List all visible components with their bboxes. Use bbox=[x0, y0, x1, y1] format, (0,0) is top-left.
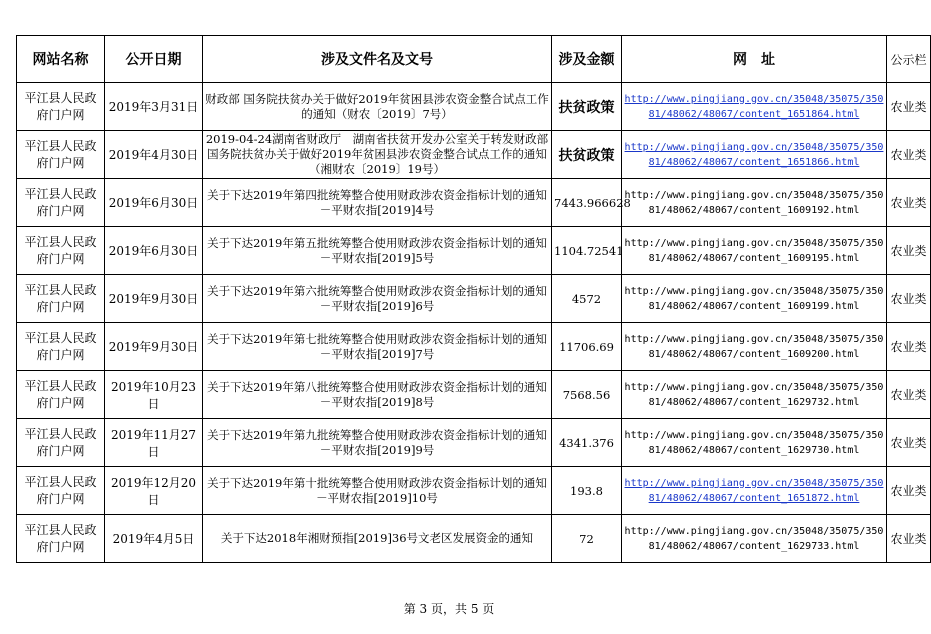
row-category: 农业类 bbox=[887, 419, 931, 467]
row-category: 农业类 bbox=[887, 371, 931, 419]
row-document: 2019-04-24湖南省财政厅 湖南省扶贫开发办公室关于转发财政部 国务院扶贫办关于做好2019年贫困县涉农资金整合试点工作的通知（湘财农〔2019〕19号） bbox=[203, 131, 552, 179]
row-site: 平江县人民政府门户网 bbox=[17, 515, 105, 563]
header-note: 公示栏 bbox=[887, 36, 931, 83]
row-site: 平江县人民政府门户网 bbox=[17, 419, 105, 467]
table-row bbox=[17, 83, 931, 131]
row-date: 2019年10月23日 bbox=[105, 371, 203, 419]
row-amount: 72 bbox=[552, 515, 622, 563]
row-url: http://www.pingjiang.gov.cn/35048/35075/35081/48062/48067/content_1609199.html bbox=[622, 275, 887, 323]
disclosure-table bbox=[16, 35, 931, 563]
row-date: 2019年4月30日 bbox=[105, 131, 203, 179]
table-row bbox=[17, 323, 931, 371]
row-document: 关于下达2019年第八批统筹整合使用财政涉农资金指标计划的通知－平财农指[2019]8号 bbox=[203, 371, 552, 419]
row-date: 2019年6月30日 bbox=[105, 179, 203, 227]
row-url bbox=[622, 467, 887, 515]
row-site: 平江县人民政府门户网 bbox=[17, 227, 105, 275]
row-amount: 7568.56 bbox=[552, 371, 622, 419]
table-row bbox=[17, 179, 931, 227]
table-row bbox=[17, 419, 931, 467]
row-site: 平江县人民政府门户网 bbox=[17, 131, 105, 179]
row-amount: 扶贫政策 bbox=[552, 131, 622, 179]
row-url bbox=[622, 83, 887, 131]
row-category: 农业类 bbox=[887, 83, 931, 131]
row-document: 关于下达2019年第九批统筹整合使用财政涉农资金指标计划的通知－平财农指[2019]9号 bbox=[203, 419, 552, 467]
row-site: 平江县人民政府门户网 bbox=[17, 275, 105, 323]
row-document: 关于下达2019年第四批统筹整合使用财政涉农资金指标计划的通知－平财农指[2019]4号 bbox=[203, 179, 552, 227]
row-date: 2019年9月30日 bbox=[105, 275, 203, 323]
row-url-link[interactable]: http://www.pingjiang.gov.cn/35048/35075/35081/48062/48067/content_1651866.html bbox=[624, 141, 884, 168]
header-doc: 涉及文件名及文号 bbox=[203, 36, 552, 83]
row-date: 2019年9月30日 bbox=[105, 323, 203, 371]
row-url-link[interactable]: http://www.pingjiang.gov.cn/35048/35075/35081/48062/48067/content_1651872.html bbox=[624, 477, 884, 504]
row-site: 平江县人民政府门户网 bbox=[17, 467, 105, 515]
row-url: http://www.pingjiang.gov.cn/35048/35075/35081/48062/48067/content_1609192.html bbox=[622, 179, 887, 227]
row-document: 财政部 国务院扶贫办关于做好2019年贫困县涉农资金整合试点工作的通知（财农〔2019〕7号） bbox=[203, 83, 552, 131]
row-document: 关于下达2019年第七批统筹整合使用财政涉农资金指标计划的通知－平财农指[2019]7号 bbox=[203, 323, 552, 371]
row-category: 农业类 bbox=[887, 515, 931, 563]
row-url bbox=[622, 131, 887, 179]
row-category: 农业类 bbox=[887, 227, 931, 275]
header-site: 网站名称 bbox=[17, 36, 105, 83]
row-document: 关于下达2019年第十批统筹整合使用财政涉农资金指标计划的通知－平财农指[2019]10号 bbox=[203, 467, 552, 515]
header-date: 公开日期 bbox=[105, 36, 203, 83]
row-category: 农业类 bbox=[887, 323, 931, 371]
row-url: http://www.pingjiang.gov.cn/35048/35075/35081/48062/48067/content_1629733.html bbox=[622, 515, 887, 563]
row-site: 平江县人民政府门户网 bbox=[17, 179, 105, 227]
row-url: http://www.pingjiang.gov.cn/35048/35075/35081/48062/48067/content_1609200.html bbox=[622, 323, 887, 371]
row-document: 关于下达2019年第六批统筹整合使用财政涉农资金指标计划的通知－平财农指[2019]6号 bbox=[203, 275, 552, 323]
row-amount: 4341.376 bbox=[552, 419, 622, 467]
table-row bbox=[17, 275, 931, 323]
row-amount: 193.8 bbox=[552, 467, 622, 515]
row-document: 关于下达2018年湘财预指[2019]36号文老区发展资金的通知 bbox=[203, 515, 552, 563]
row-amount: 扶贫政策 bbox=[552, 83, 622, 131]
row-amount: 4572 bbox=[552, 275, 622, 323]
row-document: 关于下达2019年第五批统筹整合使用财政涉农资金指标计划的通知－平财农指[2019]5号 bbox=[203, 227, 552, 275]
row-date: 2019年6月30日 bbox=[105, 227, 203, 275]
table-row bbox=[17, 515, 931, 563]
row-date: 2019年12月20日 bbox=[105, 467, 203, 515]
row-date: 2019年11月27日 bbox=[105, 419, 203, 467]
row-amount: 1104.72541 bbox=[552, 227, 622, 275]
table-row bbox=[17, 371, 931, 419]
row-url: http://www.pingjiang.gov.cn/35048/35075/35081/48062/48067/content_1609195.html bbox=[622, 227, 887, 275]
row-url: http://www.pingjiang.gov.cn/35048/35075/35081/48062/48067/content_1629730.html bbox=[622, 419, 887, 467]
row-site: 平江县人民政府门户网 bbox=[17, 83, 105, 131]
row-url: http://www.pingjiang.gov.cn/35048/35075/35081/48062/48067/content_1629732.html bbox=[622, 371, 887, 419]
row-amount: 7443.966628 bbox=[552, 179, 622, 227]
header-url: 网 址 bbox=[622, 36, 887, 83]
row-date: 2019年3月31日 bbox=[105, 83, 203, 131]
table-row bbox=[17, 131, 931, 179]
row-url-link[interactable]: http://www.pingjiang.gov.cn/35048/35075/35081/48062/48067/content_1651864.html bbox=[624, 93, 884, 120]
table-row bbox=[17, 227, 931, 275]
table-row bbox=[17, 467, 931, 515]
row-site: 平江县人民政府门户网 bbox=[17, 371, 105, 419]
row-category: 农业类 bbox=[887, 275, 931, 323]
table-body bbox=[17, 83, 931, 563]
row-category: 农业类 bbox=[887, 467, 931, 515]
row-site: 平江县人民政府门户网 bbox=[17, 323, 105, 371]
header-amount: 涉及金额 bbox=[552, 36, 622, 83]
table-header-row bbox=[17, 36, 931, 83]
row-category: 农业类 bbox=[887, 179, 931, 227]
row-date: 2019年4月5日 bbox=[105, 515, 203, 563]
row-category: 农业类 bbox=[887, 131, 931, 179]
page-footer: 第 3 页，共 5 页 bbox=[403, 602, 495, 616]
row-amount: 11706.69 bbox=[552, 323, 622, 371]
